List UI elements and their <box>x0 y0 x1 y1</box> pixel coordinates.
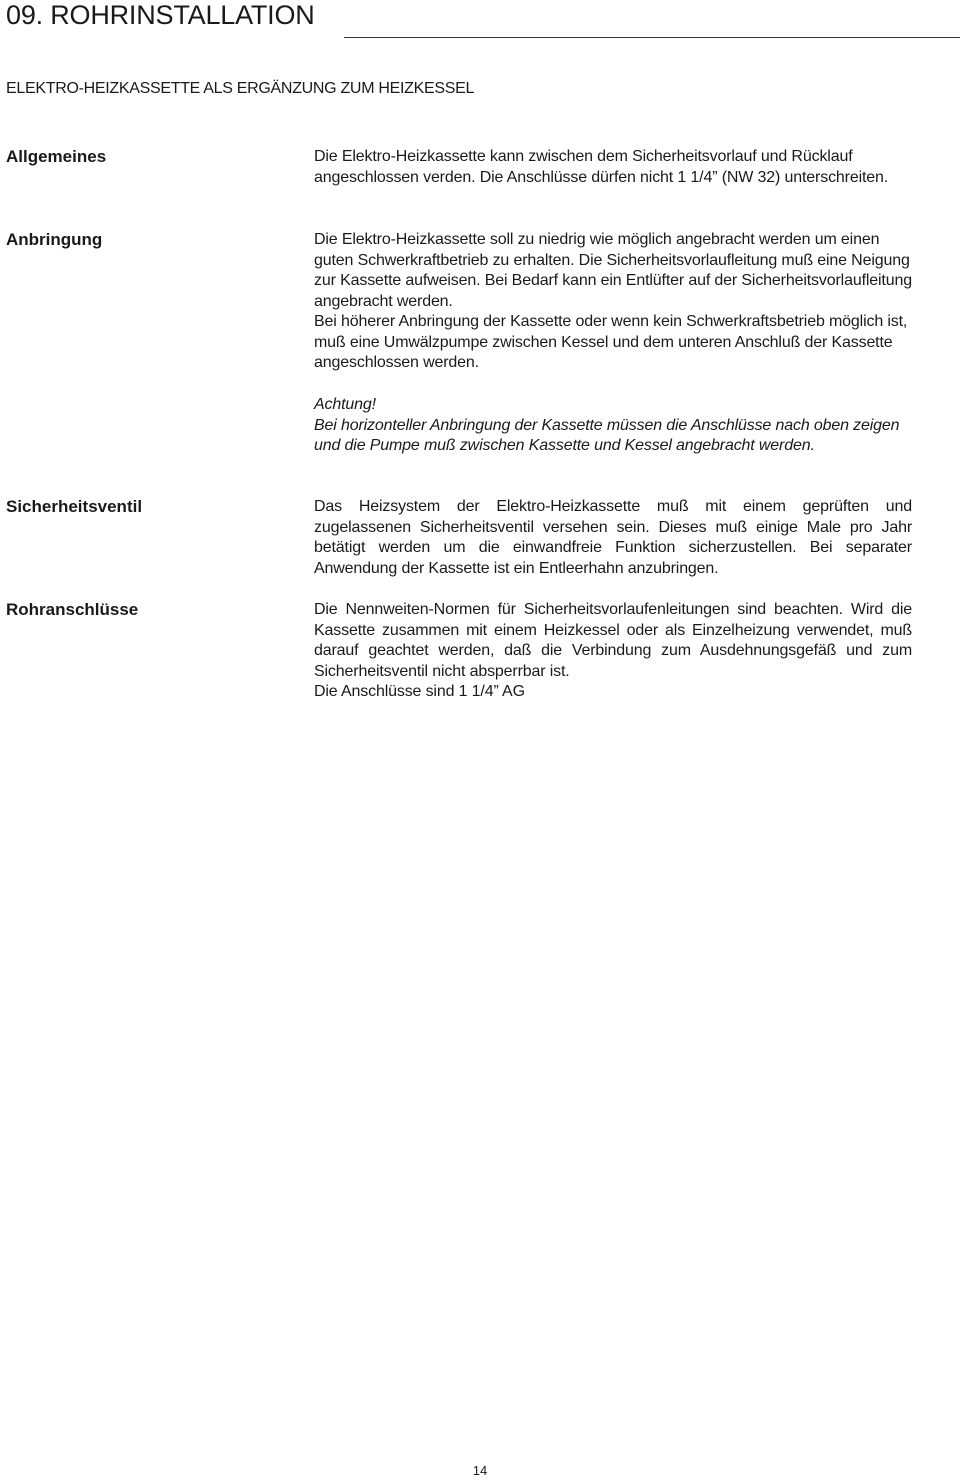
text-anbringung-paragraph-2: Bei höherer Anbringung der Kassette oder wenn kein Schwerkraftsbetrieb möglich ist, muß eine Umwälzpumpe zwischen Kessel und dem unteren Anschluß der Kassette angeschlossen werden. <box>314 313 908 371</box>
label-rohranschluesse: Rohranschlüsse <box>6 600 139 619</box>
section-title: ELEKTRO-HEIZKASSETTE ALS ERGÄNZUNG ZUM HEIZKESSEL <box>6 80 475 97</box>
warning-title: Achtung! <box>314 396 376 413</box>
text-rohranschluesse-paragraph-2: Die Anschlüsse sind 1 1/4” AG <box>314 683 525 700</box>
warning-block <box>314 395 912 457</box>
page-number: 14 <box>472 1463 488 1478</box>
text-anbringung <box>314 230 912 374</box>
text-rohranschluesse <box>314 600 912 703</box>
label-anbringung: Anbringung <box>6 230 103 249</box>
label-allgemeines: Allgemeines <box>6 147 107 166</box>
text-anbringung-paragraph-1: Die Elektro-Heizkassette soll zu niedrig wie möglich angebracht werden um einen guten Schwerkraftbetrieb zu erhalten. Die Sicherheitsvorlaufleitung muß eine Neigung zur Kassette aufweisen. Bei Bedarf kann ein Entlüfter auf der Sicherheitsvorlaufleitung angebracht werden. <box>314 231 912 310</box>
warning-text: Bei horizonteller Anbringung der Kassette müssen die Anschlüsse nach oben zeigen und die Pumpe muß zwischen Kassette und Kessel angebracht werden. <box>314 416 900 454</box>
text-allgemeines: Die Elektro-Heizkassette kann zwischen dem Sicherheitsvorlauf und Rücklauf angeschlossen verden. Die Anschlüsse dürfen nicht 1 1/4” (NW 32) unterschreiten. <box>314 148 889 186</box>
text-rohranschluesse-paragraph-1: Die Nennweiten-Normen für Sicherheitsvorlaufenleitungen sind beachten. Wird die Kassette zusammen mit einem Heizkessel oder als Einzelheizung verwendet, muß darauf geachtet werden, daß die Verbindung zum Ausdehnungsgefäß und zum Sicherheitsventil nicht absperrbar ist. <box>314 601 912 680</box>
label-sicherheitsventil: Sicherheitsventil <box>6 497 143 516</box>
page-header <box>0 0 960 40</box>
header-rule <box>344 37 960 38</box>
chapter-title: 09. ROHRINSTALLATION <box>6 0 315 30</box>
text-sicherheitsventil: Das Heizsystem der Elektro-Heizkassette muß mit einem geprüften und zugelassenen Sicherheitsventil versehen sein. Dieses muß einige Male pro Jahr betätigt werden um die einwandfreie Funktion sicherzustellen. Bei separater Anwendung der Kassette ist ein Entleerhahn anzubringen. <box>314 498 912 577</box>
